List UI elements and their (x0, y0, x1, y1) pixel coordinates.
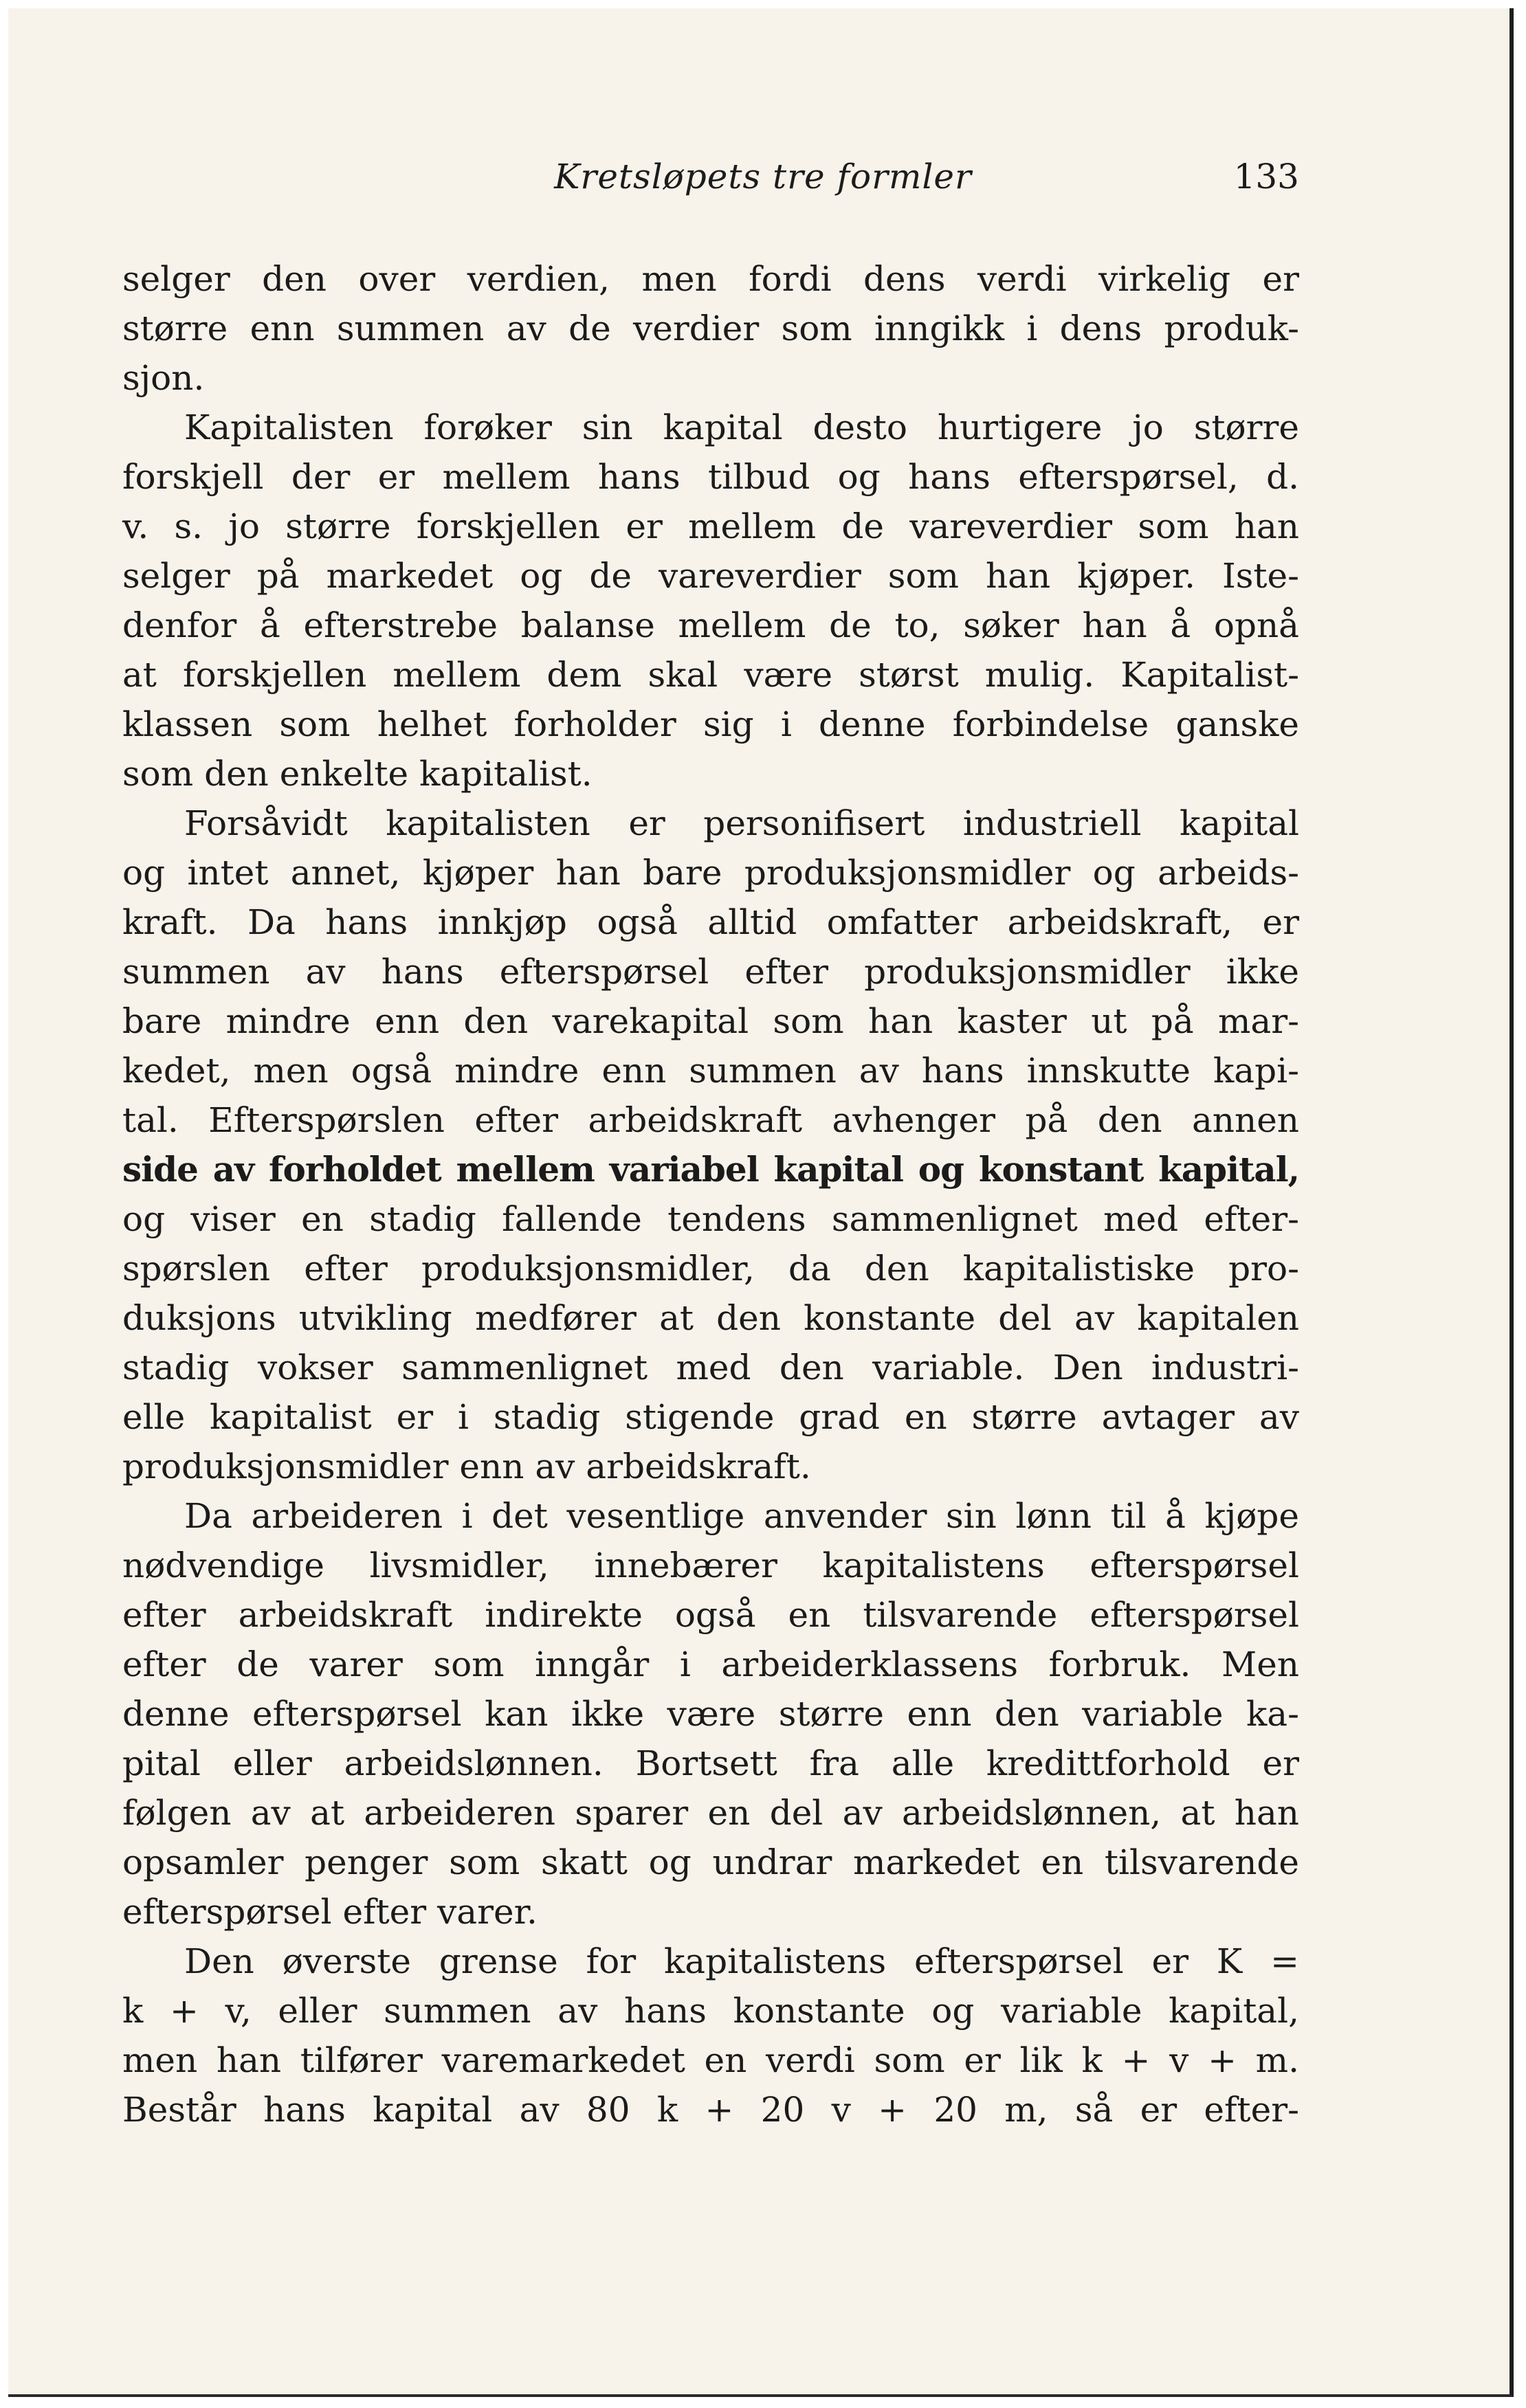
text-line: og intet annet, kjøper han bare produksjonsmidler og arbeids- (122, 853, 1299, 893)
text-line: opsamler penger som skatt og undrar markedet en tilsvarende (122, 1842, 1299, 1882)
text-line: bare mindre enn den varekapital som han kaster ut på mar- (122, 1001, 1299, 1041)
text-line: nødvendige livsmidler, innebærer kapitalistens efterspørsel (122, 1546, 1299, 1585)
text-line: efterspørsel efter varer. (122, 1892, 538, 1932)
text-line: klassen som helhet forholder sig i denne forbindelse ganske (122, 704, 1299, 744)
text-line: og viser en stadig fallende tendens sammenlignet med efter- (122, 1199, 1299, 1239)
text-line: forskjell der er mellem hans tilbud og hans efterspørsel, d. (122, 457, 1299, 497)
running-header-title: Kretsløpets tre formler (554, 157, 972, 197)
text-line: større enn summen av de verdier som inngikk i dens produk- (122, 309, 1299, 348)
text-line: selger på markedet og de vareverdier som han kjøper. Iste- (122, 556, 1299, 596)
text-line: duksjons utvikling medfører at den konstante del av kapitalen (122, 1298, 1299, 1338)
text-line: tal. Efterspørslen efter arbeidskraft avhenger på den annen (122, 1100, 1299, 1140)
text-line: side av forholdet mellem variabel kapital og konstant kapital, (122, 1149, 1299, 1190)
text-line: at forskjellen mellem dem skal være størst mulig. Kapitalist- (122, 655, 1299, 695)
text-line: pital eller arbeidslønnen. Bortsett fra alle kredittforhold er (122, 1743, 1299, 1783)
text-line: selger den over verdien, men fordi dens verdi virkelig er (122, 259, 1299, 299)
text-line: kedet, men også mindre enn summen av hans innskutte kapi- (122, 1051, 1299, 1091)
text-line: Kapitalisten forøker sin kapital desto hurtigere jo større (184, 408, 1299, 447)
text-line: summen av hans efterspørsel efter produksjonsmidler ikke (122, 952, 1299, 992)
page-number: 133 (1233, 157, 1299, 197)
text-line: som den enkelte kapitalist. (122, 754, 593, 794)
text-line: efter arbeidskraft indirekte også en tilsvarende efterspørsel (122, 1595, 1299, 1635)
text-line: k + v, eller summen av hans konstante og variable kapital, (122, 1991, 1299, 2031)
text-line: Består hans kapital av 80 k + 20 v + 20 m, så er efter- (122, 2090, 1299, 2130)
text-line: Da arbeideren i det vesentlige anvender sin lønn til å kjøpe (184, 1496, 1299, 1536)
text-line: denfor å efterstrebe balanse mellem de to, søker han å opnå (122, 605, 1299, 645)
text-line: spørslen efter produksjonsmidler, da den kapitalistiske pro- (122, 1249, 1299, 1289)
text-line: kraft. Da hans innkjøp også alltid omfatter arbeidskraft, er (122, 902, 1299, 942)
text-line: følgen av at arbeideren sparer en del av arbeidslønnen, at han (122, 1793, 1299, 1833)
text-line: denne efterspørsel kan ikke være større enn den variable ka- (122, 1694, 1299, 1734)
text-line: efter de varer som inngår i arbeiderklassens forbruk. Men (122, 1645, 1299, 1684)
text-line: v. s. jo større forskjellen er mellem de vareverdier som han (122, 506, 1299, 546)
text-line: stadig vokser sammenlignet med den variable. Den industri- (122, 1348, 1299, 1387)
text-line: elle kapitalist er i stadig stigende grad en større avtager av (122, 1397, 1299, 1437)
text-line: Den øverste grense for kapitalistens efterspørsel er K = (184, 1941, 1299, 1981)
text-line: sjon. (122, 358, 205, 398)
text-line: men han tilfører varemarkedet en verdi som er lik k + v + m. (122, 2040, 1299, 2080)
text-line: Forsåvidt kapitalisten er personifisert industriell kapital (184, 803, 1299, 843)
text-line: produksjonsmidler enn av arbeidskraft. (122, 1447, 811, 1486)
body-text (122, 254, 1299, 2134)
